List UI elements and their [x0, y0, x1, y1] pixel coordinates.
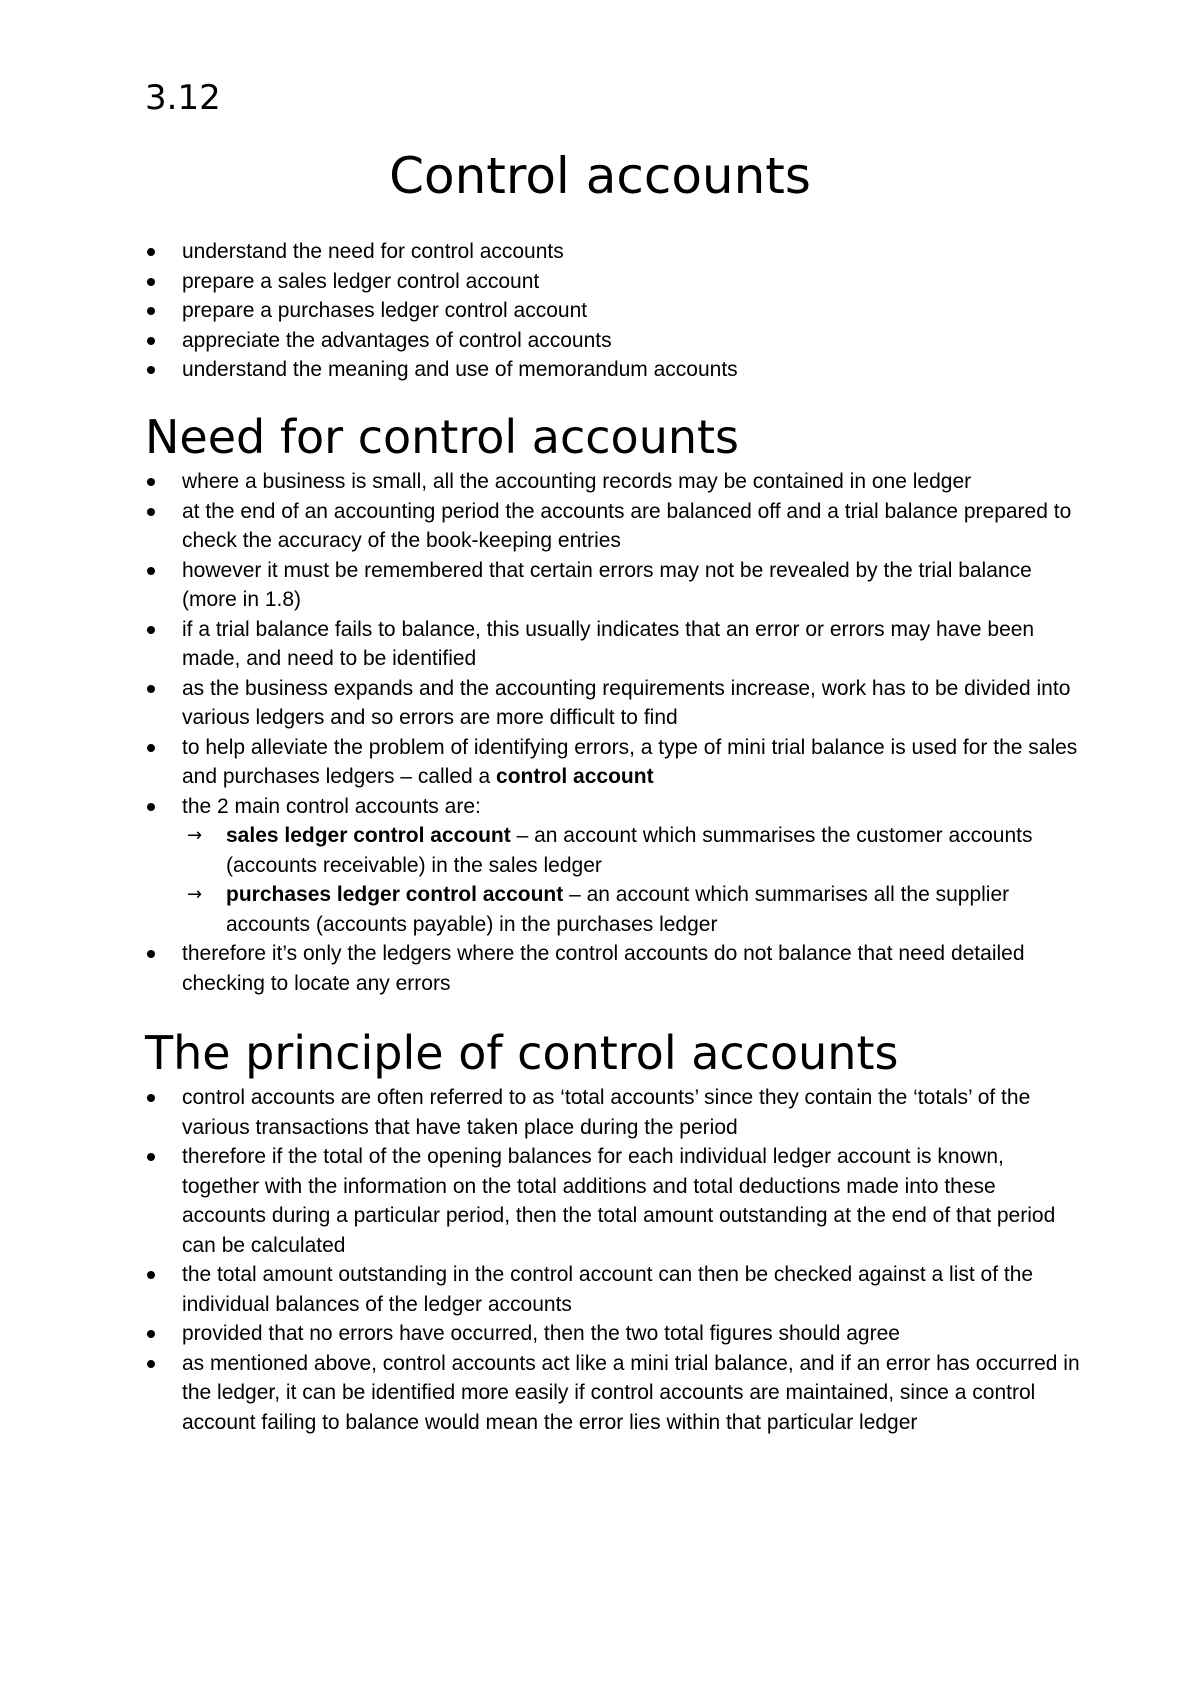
list-item: [145, 733, 1080, 792]
list-item-text: appreciate the advantages of control accounts: [182, 328, 612, 352]
bullet-dot-icon: [147, 567, 155, 575]
list-item: [145, 1349, 1080, 1438]
list-item: [145, 615, 1080, 674]
bullet-dot-icon: [147, 803, 155, 811]
bullet-dot-icon: [147, 626, 155, 634]
list-item-text: to help alleviate the problem of identifying errors, a type of mini trial balance is used for the sales and purchases ledgers – called a: [182, 735, 1078, 788]
bullet-dot-icon: [147, 744, 155, 752]
list-item-text: understand the meaning and use of memorandum accounts: [182, 358, 738, 381]
list-item: [145, 1083, 1080, 1142]
bullet-dot-icon: [147, 1330, 155, 1338]
bullet-dot-icon: [147, 685, 155, 693]
list-item: [145, 1319, 1080, 1349]
list-item: [145, 326, 1080, 356]
principle-list: [145, 1083, 1080, 1437]
section-heading-principle: The principle of control accounts: [145, 1026, 899, 1080]
list-item: [145, 497, 1080, 556]
sub-item-desc: – an account which summarises the customer accounts (accounts receivable) in the sales ledger: [226, 824, 1033, 877]
list-item: [145, 792, 1080, 940]
list-item-text: where a business is small, all the accounting records may be contained in one ledger: [182, 470, 972, 493]
list-item-text: prepare a sales ledger control account: [182, 269, 540, 293]
bullet-dot-icon: [147, 278, 155, 286]
sub-list: [182, 821, 1080, 939]
section-number: 3.12: [145, 78, 221, 118]
objectives-list: [145, 237, 1080, 385]
list-item-text: therefore it’s only the ledgers where the control accounts do not balance that need detailed checking to locate any errors: [182, 942, 1025, 995]
list-item-text: as mentioned above, control accounts act like a mini trial balance, and if an error has occurred in the ledger, it can be identified more easily if control accounts are maintained, since a control account failing to balance would mean the error lies within that particular ledger: [182, 1351, 1080, 1434]
list-item: [145, 1142, 1080, 1260]
list-item: [145, 939, 1080, 998]
list-item: [145, 467, 1080, 497]
sub-item-desc: – an account which summarises all the supplier accounts (accounts payable) in the purchases ledger: [226, 883, 1010, 936]
list-item-text: prepare a purchases ledger control account: [182, 299, 588, 322]
bullet-dot-icon: [147, 248, 155, 256]
list-item: [145, 267, 1080, 297]
list-item-text: therefore if the total of the opening balances for each individual ledger account is known, together with the information on the total additions and total deductions made into these accounts during a particular period, then the total amount outstanding at the end of that period can be calculated: [182, 1145, 1056, 1257]
bullet-dot-icon: [147, 1271, 155, 1279]
list-item: [145, 355, 1080, 385]
bullet-dot-icon: [147, 307, 155, 315]
bullet-dot-icon: [147, 337, 155, 345]
bold-term: purchases ledger control account: [226, 883, 564, 906]
arrow-right-icon: →: [187, 884, 203, 905]
bullet-dot-icon: [147, 1153, 155, 1161]
list-item: [145, 674, 1080, 733]
bullet-dot-icon: [147, 1094, 155, 1102]
list-item-text: the total amount outstanding in the control account can then be checked against a list of the individual balances of the ledger accounts: [182, 1263, 1034, 1316]
list-item-text: provided that no errors have occurred, then the two total figures should agree: [182, 1322, 900, 1345]
list-item-text: as the business expands and the accounting requirements increase, work has to be divided into various ledgers and so errors are more difficult to find: [182, 676, 1071, 729]
list-item: [145, 1260, 1080, 1319]
bullet-dot-icon: [147, 478, 155, 486]
list-item-text: understand the need for control accounts: [182, 240, 564, 263]
list-item-text: control accounts are often referred to as ‘total accounts’ since they contain the ‘totals’ of the various transactions that have taken place during the period: [182, 1086, 1031, 1139]
list-item-text: if a trial balance fails to balance, this usually indicates that an error or errors may have been made, and need to be identified: [182, 617, 1035, 670]
bold-term: sales ledger control account: [226, 824, 511, 847]
list-item: [145, 556, 1080, 615]
document-title: Control accounts: [389, 147, 811, 205]
sub-list-item: [182, 821, 1080, 880]
bullet-dot-icon: [147, 366, 155, 374]
need-list: [145, 467, 1080, 998]
list-item-text: at the end of an accounting period the accounts are balanced off and a trial balance prepared to check the accuracy of the book-keeping entries: [182, 499, 1072, 552]
bullet-dot-icon: [147, 950, 155, 958]
arrow-right-icon: →: [187, 825, 203, 846]
list-item-text: the 2 main control accounts are:: [182, 794, 481, 818]
section-heading-need: Need for control accounts: [145, 410, 740, 464]
list-item-text: however it must be remembered that certain errors may not be revealed by the trial balance (more in 1.8): [182, 558, 1032, 611]
sub-list-item: [182, 880, 1080, 939]
list-item: [145, 296, 1080, 326]
list-item: [145, 237, 1080, 267]
bold-term: control account: [496, 765, 654, 788]
bullet-dot-icon: [147, 508, 155, 516]
bullet-dot-icon: [147, 1360, 155, 1368]
